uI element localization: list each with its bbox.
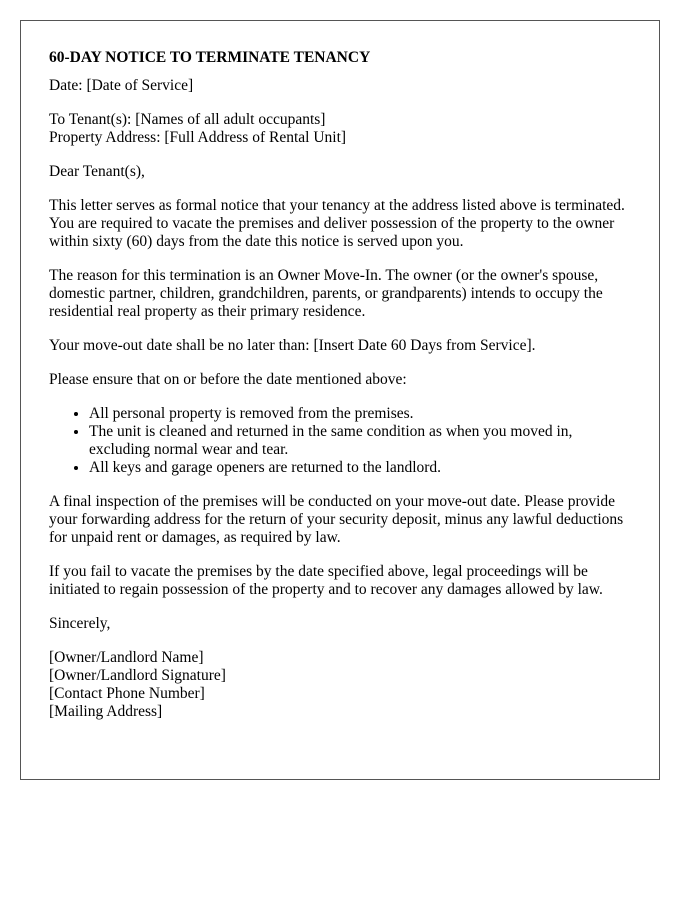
date-line: Date: [Date of Service] xyxy=(49,77,194,94)
tenant-line: To Tenant(s): [Names of all adult occupants] xyxy=(49,111,326,128)
property-address-line: Property Address: [Full Address of Rental Unit] xyxy=(49,129,347,146)
move-out-checklist xyxy=(49,405,631,477)
checklist-item: • All personal property is removed from the premises. xyxy=(89,405,631,423)
owner-signature: [Owner/Landlord Signature] xyxy=(49,667,226,684)
salutation: Dear Tenant(s), xyxy=(49,163,145,180)
signature-block xyxy=(49,649,631,721)
closing: Sincerely, xyxy=(49,615,111,632)
owner-name: [Owner/Landlord Name] xyxy=(49,649,204,666)
contact-phone: [Contact Phone Number] xyxy=(49,685,205,702)
checklist-item: • The unit is cleaned and returned in the same condition as when you moved in, excluding normal wear and tear. xyxy=(89,423,631,459)
intro-paragraph: This letter serves as formal notice that your tenancy at the address listed above is terminated. You are required to vacate the premises and deliver possession of the property to the owner within sixty (60) days from the date this notice is served upon you. xyxy=(49,197,625,250)
mailing-address: [Mailing Address] xyxy=(49,703,163,720)
recipient-block xyxy=(49,111,631,147)
ensure-paragraph: Please ensure that on or before the date mentioned above: xyxy=(49,371,407,388)
inspection-paragraph: A final inspection of the premises will be conducted on your move-out date. Please provide your forwarding address for the return of your security deposit, minus any lawful deductions for unpaid rent or damages, as required by law. xyxy=(49,493,624,546)
notice-letter xyxy=(20,20,660,780)
checklist-item: • All keys and garage openers are returned to the landlord. xyxy=(89,459,631,477)
legal-paragraph: If you fail to vacate the premises by the date specified above, legal proceedings will be initiated to regain possession of the property and to recover any damages allowed by law. xyxy=(49,563,603,598)
letter-title: 60-DAY NOTICE TO TERMINATE TENANCY xyxy=(49,49,371,66)
reason-paragraph: The reason for this termination is an Owner Move-In. The owner (or the owner's spouse, domestic partner, children, grandchildren, parents, or grandparents) intends to occupy the residential real property as their primary residence. xyxy=(49,267,603,320)
move-out-paragraph: Your move-out date shall be no later than: [Insert Date 60 Days from Service]. xyxy=(49,337,536,354)
